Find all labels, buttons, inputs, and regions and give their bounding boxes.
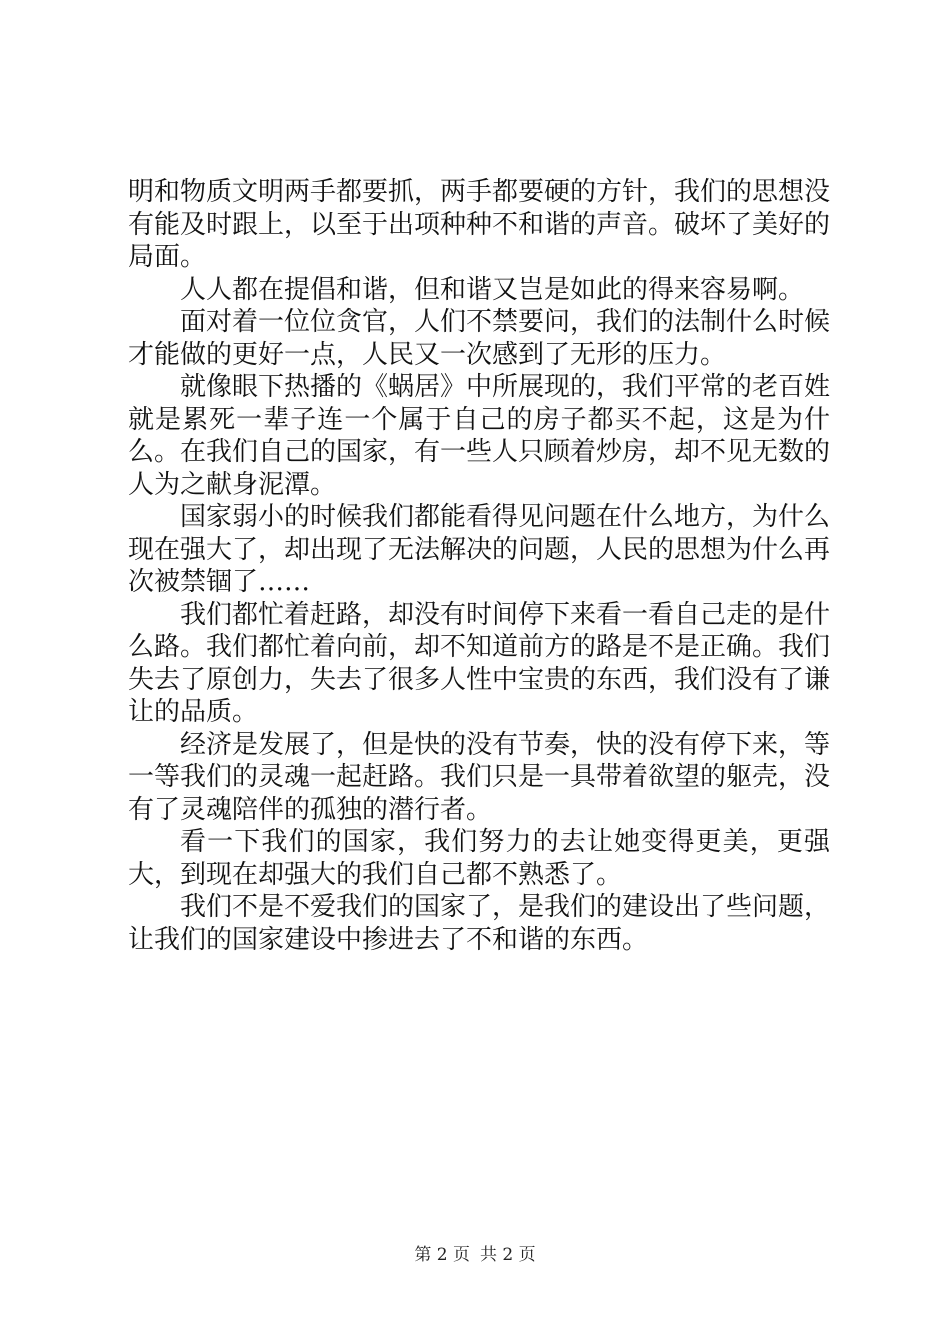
- paragraph: 经济是发展了，但是快的没有节奏，快的没有停下来，等一等我们的灵魂一起赶路。我们只是一具带着欲望的躯壳，没有了灵魂陪伴的孤独的潜行者。: [128, 729, 831, 825]
- page-total: 共 2 页: [480, 1245, 536, 1265]
- paragraph: 面对着一位位贪官，人们不禁要问，我们的法制什么时候才能做的更好一点，人民又一次感到了无形的压力。: [128, 307, 831, 370]
- document-body: [128, 176, 830, 956]
- paragraph: 国家弱小的时候我们都能看得见问题在什么地方，为什么现在强大了，却出现了无法解决的问题，人民的思想为什么再次被禁锢了……: [128, 502, 831, 597]
- paragraph: 明和物质文明两手都要抓，两手都要硬的方针，我们的思想没有能及时跟上，以至于出项种种不和谐的声音。破坏了美好的局面。: [128, 177, 831, 272]
- paragraph: 我们不是不爱我们的国家了，是我们的建设出了些问题，让我们的国家建设中掺进去了不和谐的东西。: [128, 892, 831, 955]
- paragraph: 人人都在提倡和谐，但和谐又岂是如此的得来容易啊。: [180, 274, 805, 305]
- page-footer: [0, 1244, 950, 1266]
- paragraph: 我们都忙着赶路，却没有时间停下来看一看自己走的是什么路。我们都忙着向前，却不知道前方的路是不是正确。我们失去了原创力，失去了很多人性中宝贵的东西，我们没有了谦让的品质。: [128, 599, 831, 727]
- page-number: 第 2 页: [414, 1245, 470, 1265]
- paragraph: 看一下我们的国家，我们努力的去让她变得更美，更强大，到现在却强大的我们自己都不熟悉了。: [128, 827, 830, 890]
- paragraph: 就像眼下热播的《蜗居》中所展现的，我们平常的老百姓就是累死一辈子连一个属于自己的房子都买不起，这是为什么。在我们自己的国家，有一些人只顾着炒房，却不见无数的人为之献身泥潭。: [128, 372, 831, 500]
